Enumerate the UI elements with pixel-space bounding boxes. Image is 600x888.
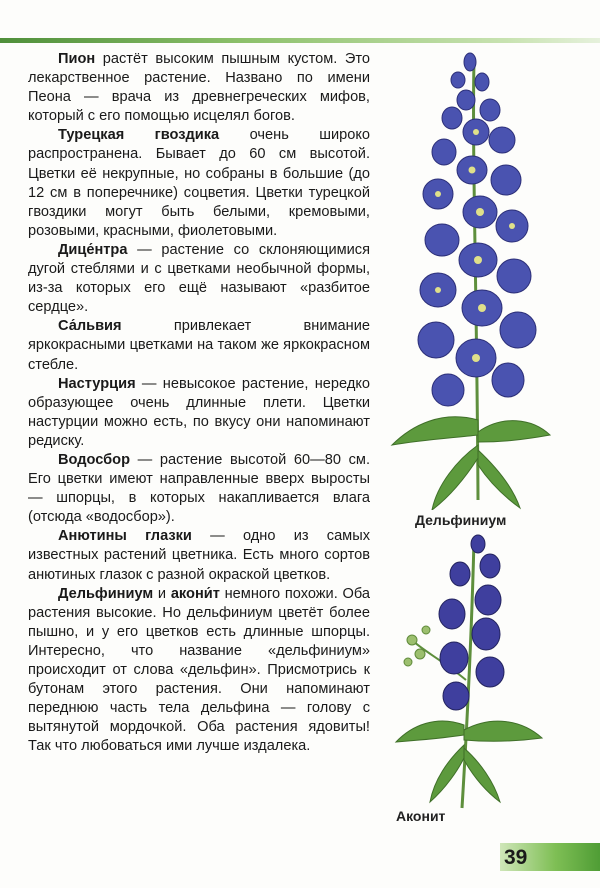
paragraph-salvia (28, 317, 370, 374)
paragraph-pansy (28, 527, 370, 584)
caption-aconite: Аконит (396, 808, 446, 824)
text-salvia: привлекает внимание яркокрасными цветками на таком же яркокрасном стебле. (28, 318, 370, 373)
article-text (28, 50, 370, 756)
term-peony: Пион (58, 51, 96, 67)
text-pansy: — одно из самых известных растений цветника. Есть много сортов анютиных глазок с разной окраской цветков. (28, 528, 371, 583)
text-columbine: — растение высотой 60—80 см. Его цветки имеют направленные вверх выросты — шпорцы, в которых накапливается влага (отсюда «водосбор»). (28, 451, 370, 526)
paragraph-sweet-william (28, 126, 370, 241)
term-columbine: Водосбор (58, 451, 131, 468)
term-aconite: акони́т (170, 585, 220, 602)
aconite-illustration (382, 530, 552, 810)
term-dicentra: Дице́нтра (58, 241, 128, 258)
text-nasturtium: — невысокое растение, нередко образующее очень длинные плети. Цветки настурции можно есть, по вкусу они напоминают редиску. (28, 375, 370, 449)
paragraph-nasturtium (28, 375, 370, 451)
term-sweet-william: Турецкая гвоздика (58, 127, 220, 144)
delphinium-illustration (382, 40, 552, 510)
caption-delphinium: Дельфиниум (415, 512, 507, 528)
text-peony: растёт высоким пышным кустом. Это лекарственное растение. Названо по имени Пеона — врача из древнегреческих мифов, который с его помощью исцелял богов. (28, 51, 370, 125)
paragraph-columbine (28, 451, 370, 527)
text-and: и (153, 585, 171, 602)
paragraph-delphinium-aconite (28, 585, 370, 757)
paragraph-dicentra (28, 241, 370, 317)
term-pansy: Анютины глазки (58, 528, 192, 545)
page-number: 39 (504, 846, 528, 869)
text-sweet-william: очень широко распространена. Бывает до 60 см высотой. Цветки её некрупные, но собраны в большие (до 12 см в поперечнике) соцветия. Цветки турецкой гвоздики могут быть белыми, кремовыми, розовыми, красными, фиолетовыми. (28, 127, 371, 239)
term-salvia: Са́львия (58, 318, 122, 335)
text-dicentra: — растение со склоняющимися дугой стеблями и с цветками необычной формы, из-за которых его ещё называют «разбитое сердце». (28, 241, 370, 316)
paragraph-peony (28, 50, 370, 126)
term-delphinium: Дельфиниум (58, 585, 154, 602)
term-nasturtium: Настурция (58, 375, 136, 392)
text-delphinium-aconite: немного похожи. Оба растения высокие. Но дельфиниум цветёт более пышно, и у его цветков есть длинные шпорцы. Интересно, что название «дельфиниум» происходит от слова «дельфин». Присмотрись к бутонам этого растения. Они напоминают переднюю часть тела дельфина — голову с вытянутой мордочкой. Оба растения ядовиты! Так что любоваться ими лучше издалека. (28, 585, 370, 755)
